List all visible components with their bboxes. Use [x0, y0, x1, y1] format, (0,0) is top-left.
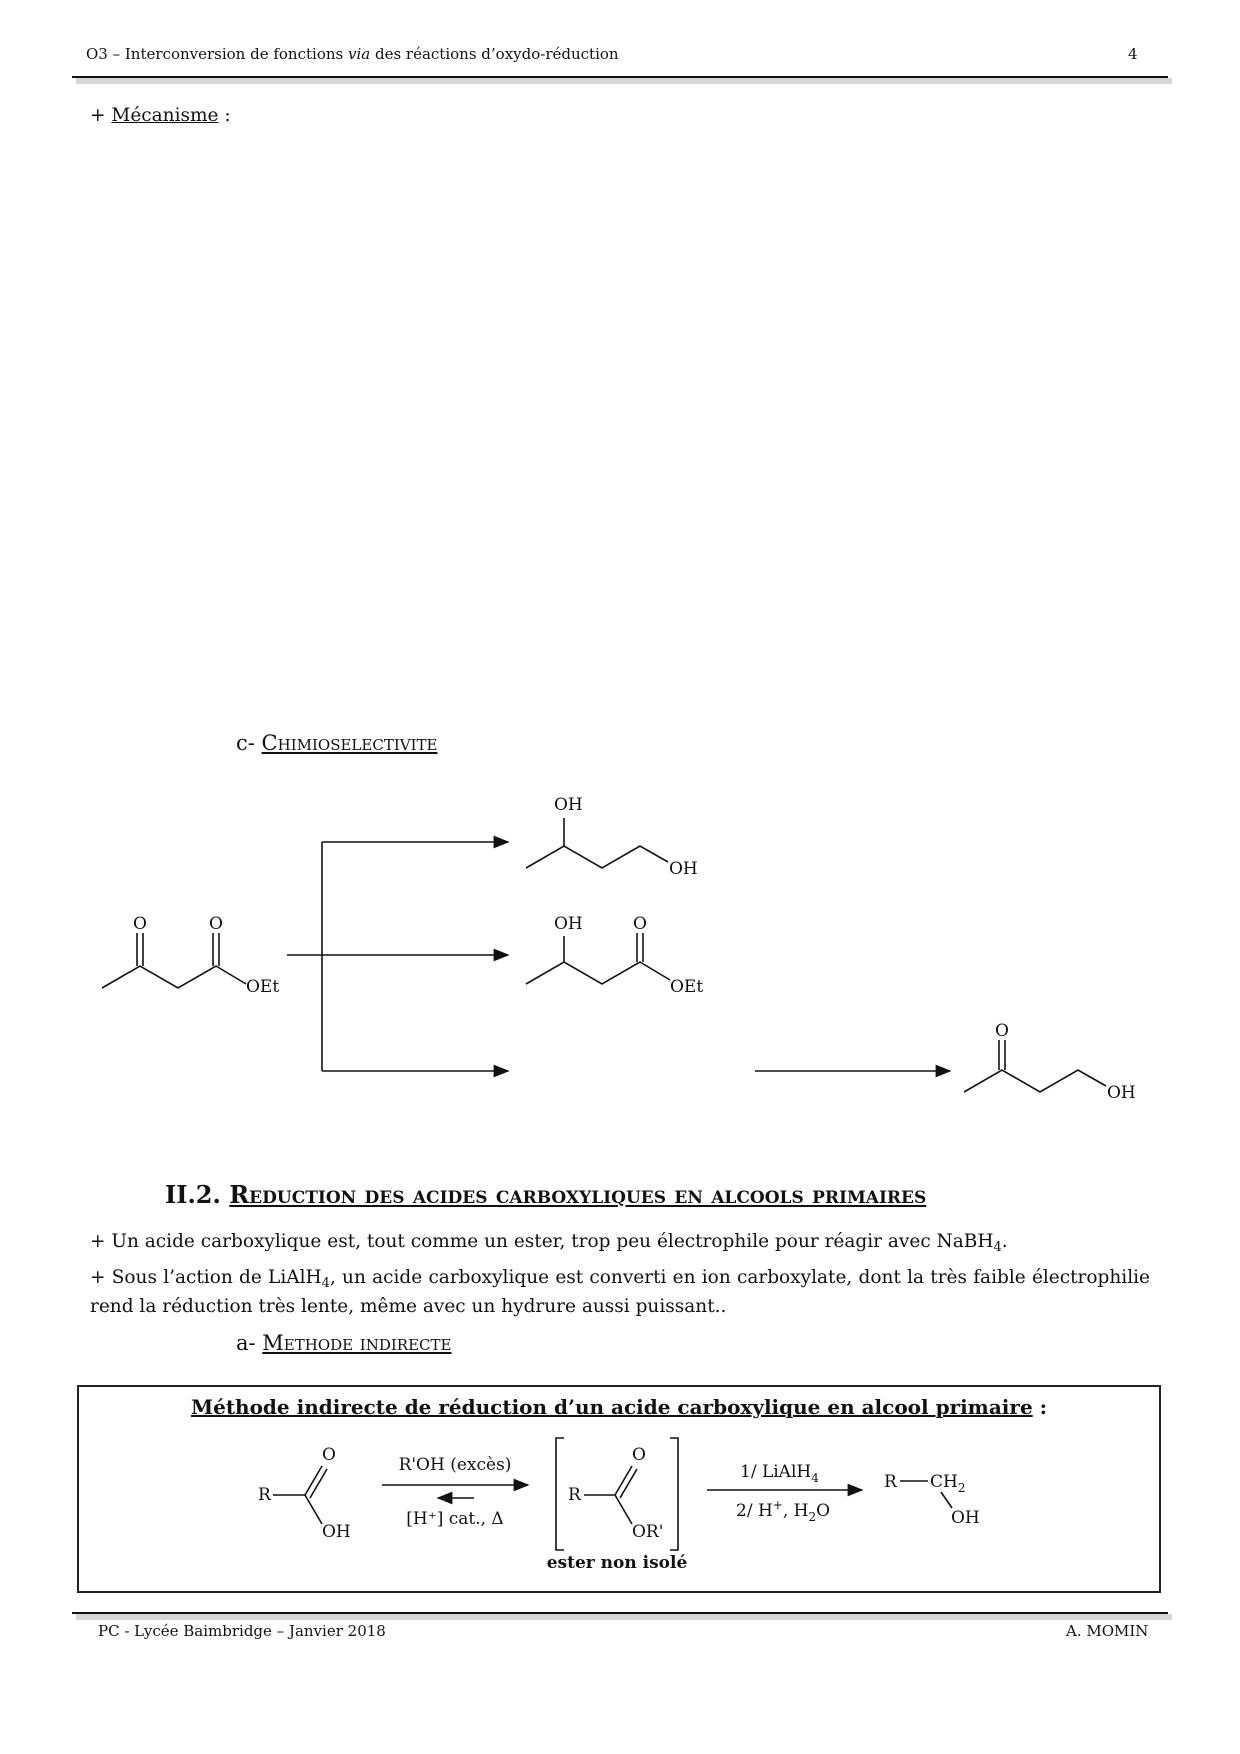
acid-o: O: [322, 1445, 336, 1465]
acid-oh: OH: [322, 1522, 351, 1542]
step1-below: [H⁺] cat., Δ: [406, 1509, 504, 1529]
label-o1: O: [133, 914, 147, 934]
label-oet: OEt: [246, 977, 280, 997]
hydroxy-ester-structure: [526, 933, 670, 984]
paragraph-2: + Sous l’action de LiAlH$_4$, un acide carboxylique est converti en ion carboxylate, dont la très faible électrophilie rend la réduction très lente, même avec un hydrure aussi puissant..: [90, 1267, 1150, 1317]
header-title: O3 – Interconversion de fonctions: [86, 45, 348, 63]
ester-structure: [584, 1466, 637, 1524]
footer-rule-shadow: [76, 1614, 1172, 1620]
step2-above: 1/ LiAlH$_4$: [740, 1462, 819, 1485]
label-p3-oh: OH: [1107, 1083, 1136, 1103]
product-r: R: [884, 1472, 897, 1492]
ethyl-acetoacetate-structure: [102, 933, 246, 988]
footer-right: A. MOMIN: [1066, 1622, 1149, 1640]
section-a-title: Methode indirecte: [262, 1331, 452, 1355]
header-title-end: des réactions d’oxydo-réduction: [370, 45, 619, 63]
section-a-heading: a- Methode indirecte: [236, 1331, 452, 1355]
section-ii2-title: Reduction des acides carboxyliques en alcools primaires: [229, 1180, 927, 1209]
ester-r: R: [568, 1485, 581, 1505]
header-rule-shadow: [76, 78, 1172, 84]
label-p3-o: O: [995, 1021, 1009, 1041]
label-p1-oh-top: OH: [554, 795, 583, 815]
butanediol-structure: [526, 818, 668, 868]
hydroxyketone-structure: [964, 1040, 1106, 1092]
ester-o: O: [632, 1445, 646, 1465]
section-ii2-heading: II.2. Reduction des acides carboxyliques en alcools primaires: [165, 1180, 927, 1209]
mecanisme-label: Mécanisme: [111, 105, 219, 126]
method-box-title: Méthode indirecte de réduction d’un acide carboxylique en alcool primaire :: [190, 1395, 1048, 1419]
ester-caption: ester non isolé: [546, 1553, 688, 1573]
mecanisme-heading: + Mécanisme :: [90, 105, 231, 126]
label-p1-oh-end: OH: [669, 859, 698, 879]
page-header: [86, 45, 619, 63]
step2-below: 2/ H+, $H_2O$: [736, 1498, 831, 1524]
branch-arrows: [287, 842, 950, 1071]
indirect-method-scheme: [0, 1430, 1240, 1590]
label-p2-o: O: [633, 914, 647, 934]
label-o2: O: [209, 914, 223, 934]
ester-or: OR': [632, 1522, 664, 1542]
label-p2-oet: OEt: [670, 977, 704, 997]
page-number: 4: [1128, 45, 1138, 63]
step1-above: R'OH (excès): [398, 1455, 512, 1475]
section-c-heading: c- Chimioselectivite: [236, 731, 438, 755]
label-p2-oh: OH: [554, 914, 583, 934]
footer-left: PC - Lycée Baimbridge – Janvier 2018: [98, 1622, 386, 1640]
paragraph-1: + Un acide carboxylique est, tout comme un ester, trop peu électrophile pour réagir avec NaBH$_4$.: [90, 1231, 1008, 1255]
section-c-title: Chimioselectivite: [261, 731, 438, 755]
acid-r: R: [258, 1485, 271, 1505]
product-oh: OH: [951, 1508, 980, 1528]
product-ch2: $CH_2$: [930, 1472, 966, 1495]
chemoselectivity-scheme: [0, 770, 1240, 1120]
header-title-italic: via: [347, 45, 371, 63]
carboxylic-acid-structure: [273, 1466, 327, 1524]
